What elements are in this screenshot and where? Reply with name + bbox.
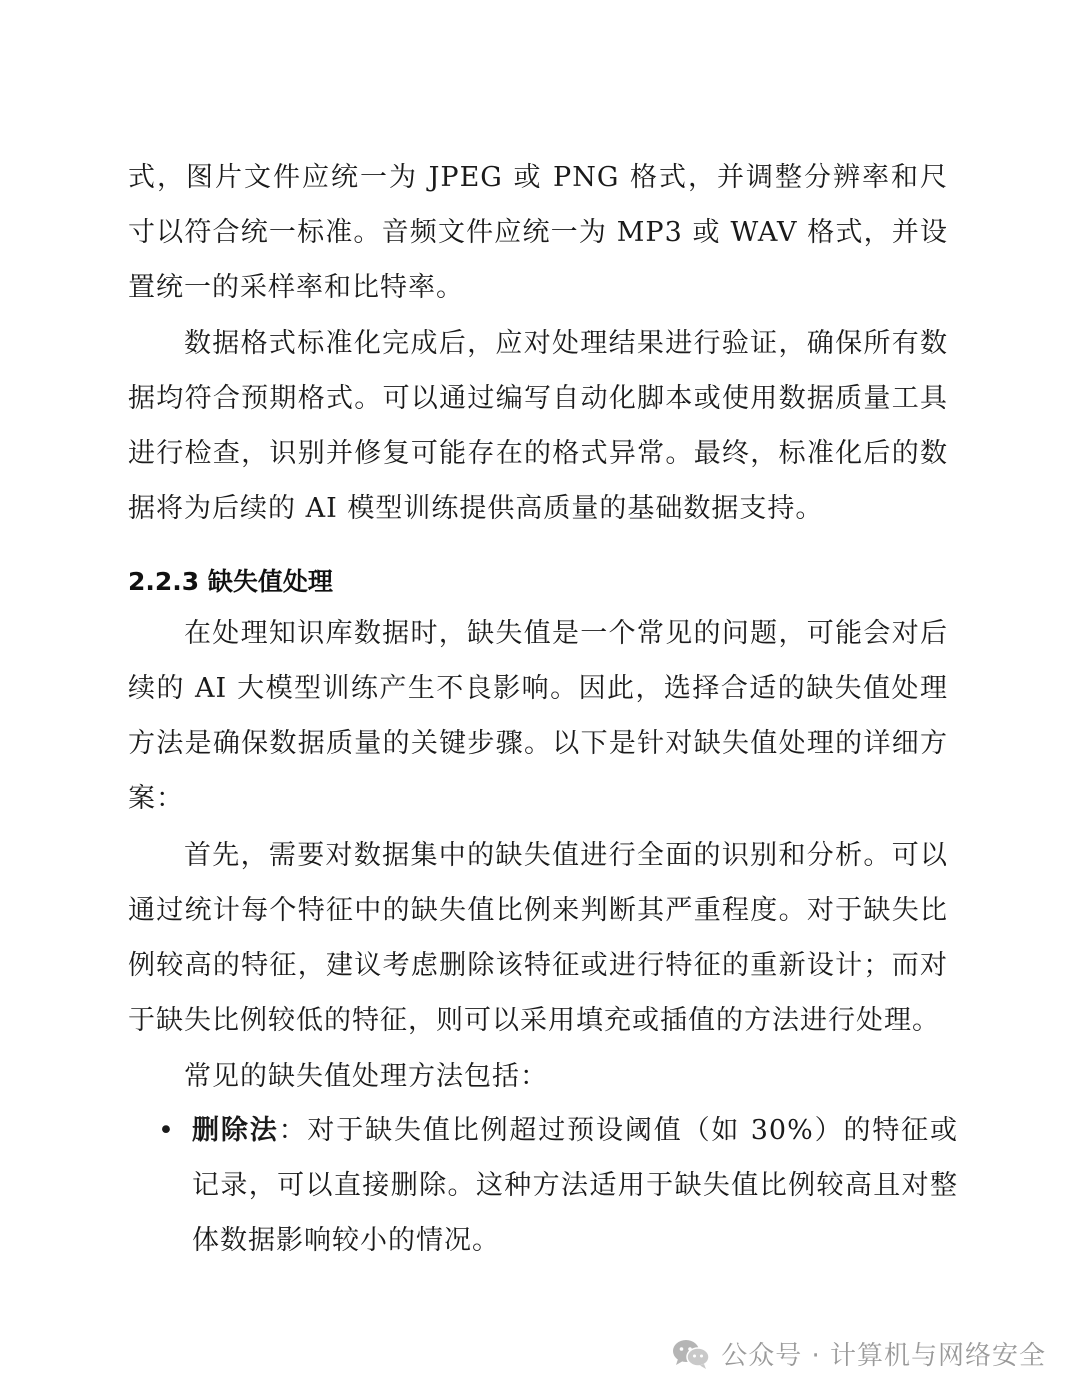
watermark — [671, 1335, 1046, 1372]
paragraph — [128, 1049, 948, 1104]
paragraph-text: 数据格式标准化完成后，应对处理结果进行验证，确保所有数据均符合预期格式。可以通过编写自动化脚本或使用数据质量工具进行检查，识别并修复可能存在的格式异常。最终，标准化后的数据将为后续的 AI 模型训练提供高质量的基础数据支持。 — [128, 328, 948, 524]
list-item-text: ：对于缺失值比例超过预设阈值（如 30%）的特征或记录，可以直接删除。这种方法适用于缺失值比例较高且对整体数据影响较小的情况。 — [192, 1115, 959, 1256]
list-item-body — [192, 1103, 958, 1268]
section-heading: 2.2.3 缺失值处理 — [128, 567, 333, 596]
paragraph — [128, 606, 948, 826]
paragraph-text: 首先，需要对数据集中的缺失值进行全面的识别和分析。可以通过统计每个特征中的缺失值比例来判断其严重程度。对于缺失比例较高的特征，建议考虑删除该特征或进行特征的重新设计；而对于缺失比例较低的特征，则可以采用填充或插值的方法进行处理。 — [128, 840, 948, 1036]
list-item-term: 删除法 — [192, 1115, 279, 1146]
list-item — [158, 1103, 958, 1268]
paragraph — [128, 316, 948, 536]
paragraph — [128, 828, 948, 1048]
paragraph-text: 在处理知识库数据时，缺失值是一个常见的问题，可能会对后续的 AI 大模型训练产生不良影响。因此，选择合适的缺失值处理方法是确保数据质量的关键步骤。以下是针对缺失值处理的详细方案： — [128, 618, 948, 814]
bullet-marker: • — [158, 1115, 175, 1146]
wechat-icon — [671, 1338, 711, 1370]
paragraph-continued — [128, 150, 948, 315]
paragraph-text: 常见的缺失值处理方法包括： — [184, 1061, 548, 1092]
paragraph-text: 式，图片文件应统一为 JPEG 或 PNG 格式，并调整分辨率和尺寸以符合统一标准。音频文件应统一为 MP3 或 WAV 格式，并设置统一的采样率和比特率。 — [128, 162, 948, 303]
watermark-text: 公众号 · 计算机与网络安全 — [721, 1341, 1046, 1371]
